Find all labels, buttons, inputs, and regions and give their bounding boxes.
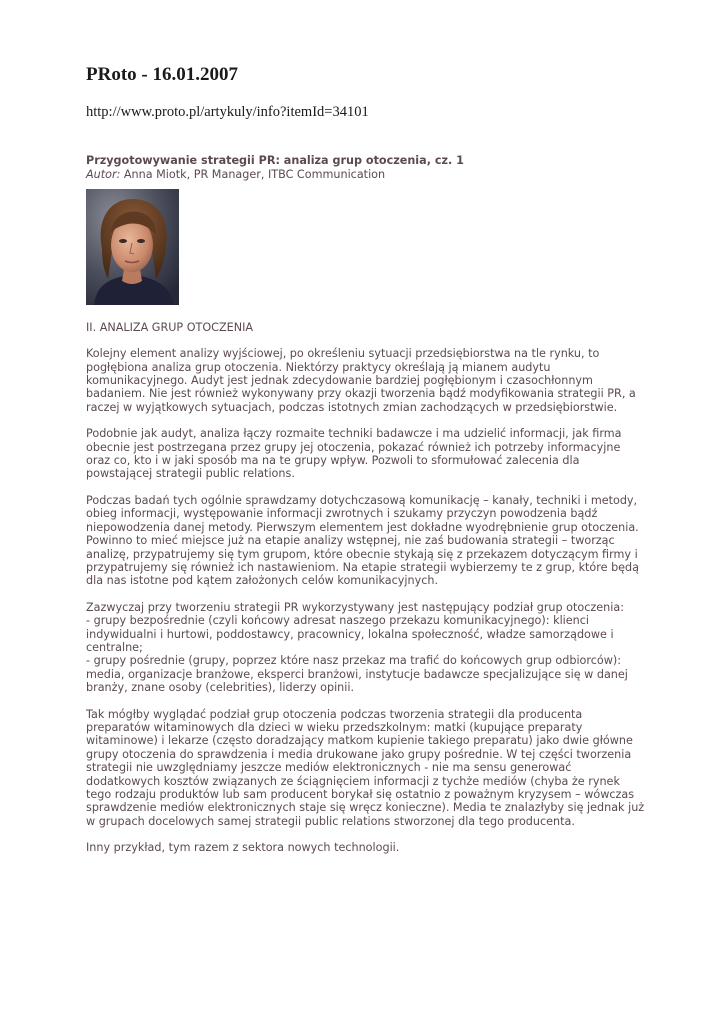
paragraph-line: sprawdzenie mediów elektronicznych staje się wręcz konieczne). Media te znalazłyby się jednak już xyxy=(86,801,645,815)
paragraph-line: Podobnie jak audyt, analiza łączy rozmaite techniki badawcze i ma udzielić informacji, jak firma xyxy=(86,427,622,441)
paragraph xyxy=(86,601,646,695)
paragraph-line: - grupy bezpośrednie (czyli końcowy adresat naszego przekazu komunikacyjnego): klienci xyxy=(86,614,590,628)
paragraph-line: Tak mógłby wyglądać podział grup otoczenia podczas tworzenia strategii dla producenta xyxy=(86,707,583,721)
author-label: Autor: xyxy=(86,168,121,182)
paragraph xyxy=(86,427,646,481)
paragraph-line: pogłębiona analiza grup otoczenia. Niektórzy praktycy określają ją mianem audytu xyxy=(86,360,551,374)
paragraph-line: komunikacyjnego. Audyt jest jednak zdecydowanie bardziej pogłębionym i czasochłonnym xyxy=(86,374,593,388)
paragraph-line: grupy otoczenia do sprawdzenia i media drukowane jako grupy pośrednie. W tej części tworzenia xyxy=(86,747,632,761)
paragraph-line: Powinno to mieć miejsce już na etapie analizy wstępnej, nie zaś budowania strategii – tworząc xyxy=(86,534,615,548)
paragraph-line: Zazwyczaj przy tworzeniu strategii PR wykorzystywany jest następujący podział grup otoczenia: xyxy=(86,600,624,614)
paragraph xyxy=(86,347,646,414)
paragraph-line: media, organizacje branżowe, eksperci branżowi, instytucje badawcze specjalizujące się w danej xyxy=(86,667,628,681)
paragraph-line: obieg informacji, występowanie informacji zwrotnych i szukamy przyczyn powodzenia bądź xyxy=(86,507,598,521)
paragraph-line: dla nas istotne pod kątem założonych celów komunikacyjnych. xyxy=(86,574,439,588)
paragraph-line: obecnie jest postrzegana przez grupy jej otoczenia, pokazać również ich potrzeby informacyjne xyxy=(86,440,621,454)
paragraph-line: przypatrujemy się również ich nastawieniom. Na etapie strategii wybierzemy te z grup, które będą xyxy=(86,560,640,574)
paragraph-line: w grupach docelowych samej strategii public relations stworzonej dla tego producenta. xyxy=(86,814,575,828)
paragraph xyxy=(86,708,646,829)
paragraph-line: Kolejny element analizy wyjściowej, po określeniu sytuacji przedsiębiorstwa na tle rynku, to xyxy=(86,347,600,361)
paragraph-line: preparatów witaminowych dla dzieci w wieku przedszkolnym: matki (kupujące preparaty xyxy=(86,720,583,734)
paragraph-line: Inny przykład, tym razem z sektora nowych technologii. xyxy=(86,841,400,855)
paragraph-line: Podczas badań tych ogólnie sprawdzamy dotychczasową komunikację – kanały, techniki i metody, xyxy=(86,493,638,507)
paragraph-line: powstającej strategii public relations. xyxy=(86,467,295,481)
article xyxy=(86,154,646,855)
paragraph-line: niepowodzenia danej metody. Pierwszym elementem jest dokładne wyodrębnienie grup otoczenia. xyxy=(86,520,639,534)
paragraph-line: badaniem. Nie jest również wykonywany przy okazji tworzenia bądź modyfikowania strategii PR, a xyxy=(86,387,636,401)
section-heading: II. ANALIZA GRUP OTOCZENIA xyxy=(86,320,254,334)
paragraph xyxy=(86,494,646,588)
article-title: Przygotowywanie strategii PR: analiza grup otoczenia, cz. 1 xyxy=(86,154,464,167)
paragraph xyxy=(86,841,646,854)
author-name: Anna Miotk, PR Manager, ITBC Communication xyxy=(120,168,386,182)
paragraph-line: dodatkowych kosztów związanych ze ściągnięciem informacji z tychże mediów (chyba że rynek xyxy=(86,774,620,788)
author-line xyxy=(86,168,646,181)
document-title: PRoto - 16.01.2007 xyxy=(86,64,238,85)
article-body xyxy=(86,347,646,854)
paragraph-line: witaminowe) i lekarze (często doradzający matkom kupienie takiego preparatu) jako dwie główne xyxy=(86,734,633,748)
paragraph-line: analizę, przypatrujemy się tym grupom, które obecnie stykają się z przekazem dotyczącym firmy i xyxy=(86,547,638,561)
paragraph-line: branży, znane osoby (celebrities), liderzy opinii. xyxy=(86,681,355,695)
paragraph-line: indywidualni i hurtowi, poddostawcy, pracownicy, lokalna społeczność, władze samorządowe i xyxy=(86,627,614,641)
source-url: http://www.proto.pl/artykuly/info?itemId=34101 xyxy=(86,104,369,120)
paragraph-line: centralne; xyxy=(86,640,143,654)
paragraph-line: tego rodzaju produktów lub sam producent borykał się ostatnio z poważnym kryzysem – wówczas xyxy=(86,788,635,801)
paragraph-line: raczej w wyjątkowych sytuacjach, podczas istotnych zmian zachodzących w przedsiębiorstwie. xyxy=(86,400,618,414)
paragraph-line: - grupy pośrednie (grupy, poprzez które nasz przekaz ma trafić do końcowych grup odbiorców): xyxy=(86,654,622,668)
author-portrait-photo xyxy=(86,189,179,305)
paragraph-line: strategii nie uwzględniamy jeszcze mediów elektronicznych - nie ma sensu generować xyxy=(86,761,572,775)
paragraph-line: oraz co, kto i w jaki sposób ma na te grupy wpływ. Pozwoli to sformułować zalecenia dla xyxy=(86,454,580,468)
